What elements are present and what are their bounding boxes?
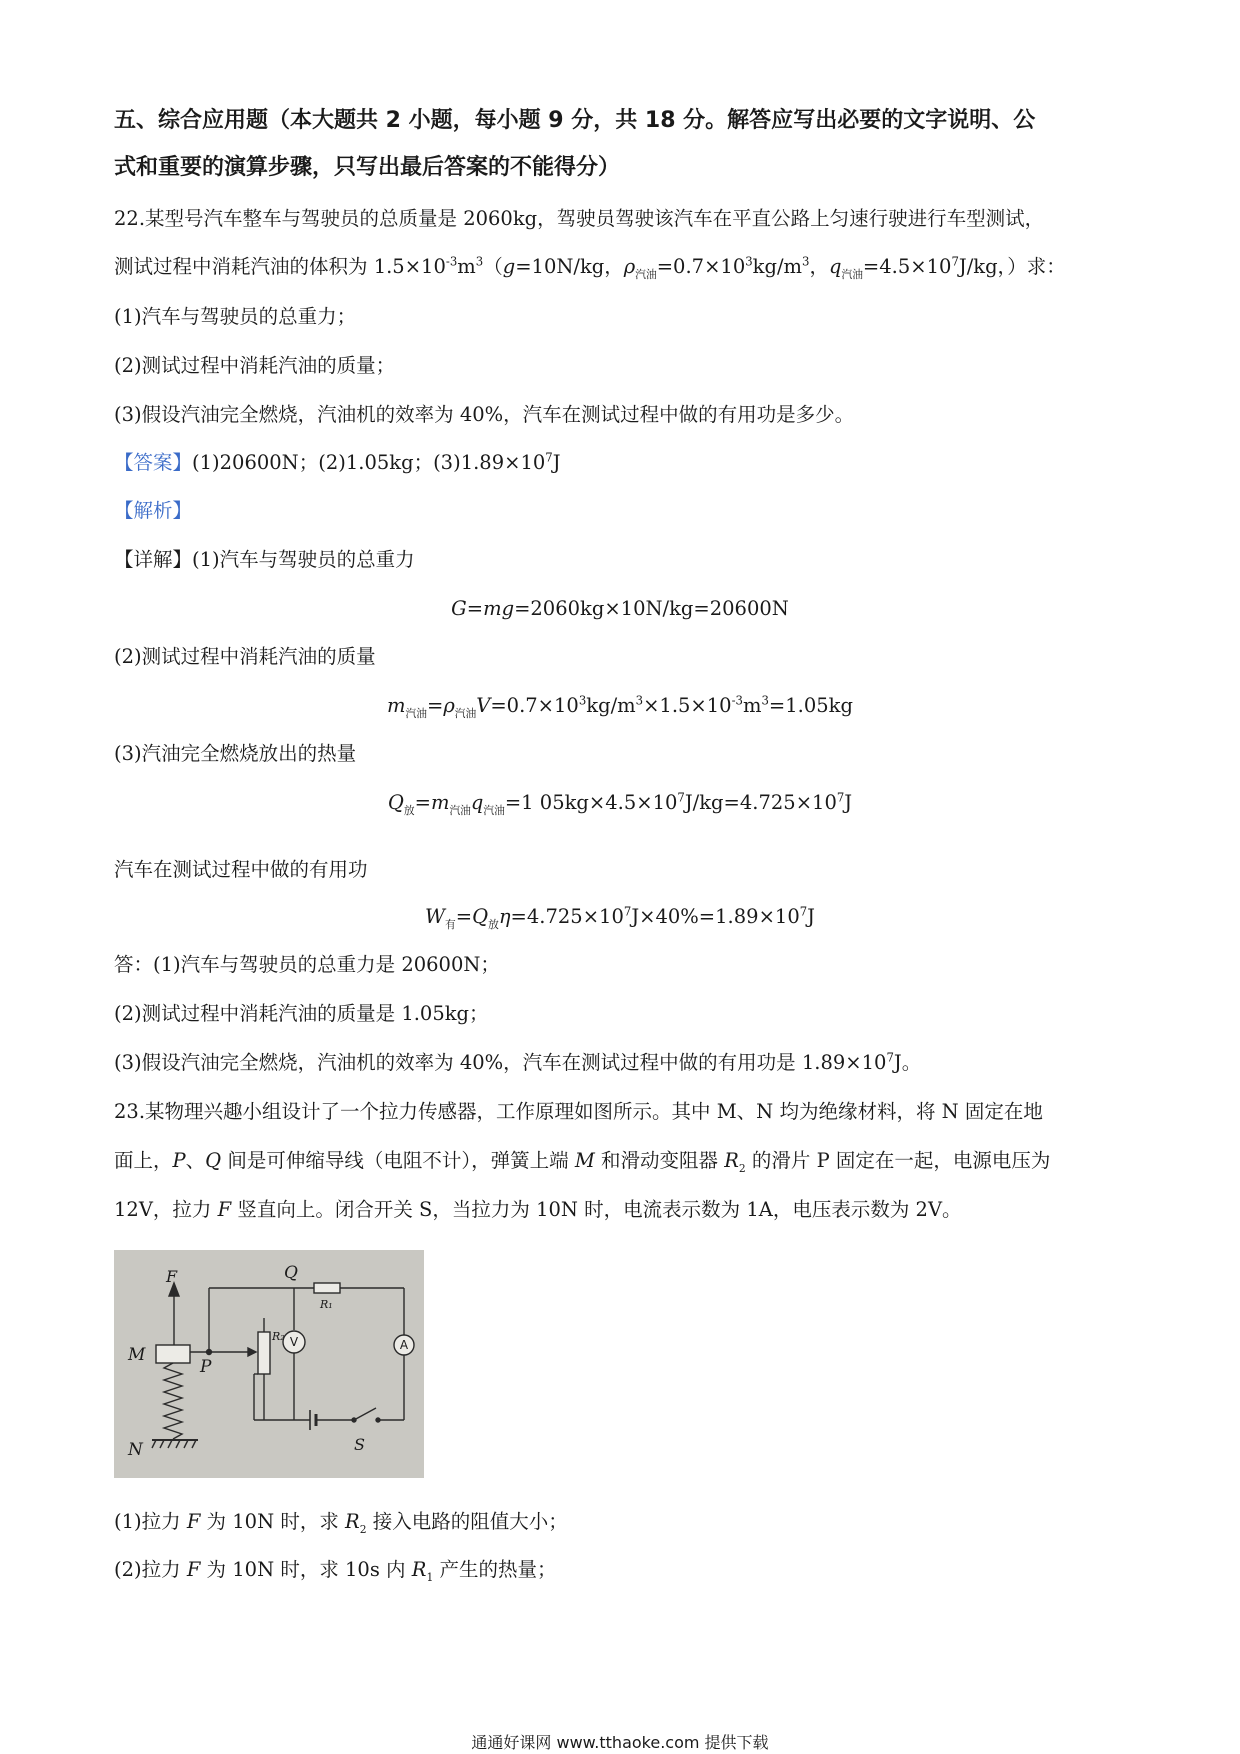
q22-conclusion-1: 答：(1)汽车与驾驶员的总重力是 20600N；	[114, 953, 500, 976]
q22-detail-3: (3)汽油完全燃烧放出的热量	[114, 742, 357, 765]
spring	[164, 1363, 182, 1439]
q22-detail-1: 【详解】(1)汽车与驾驶员的总重力	[114, 548, 415, 571]
block-m	[156, 1345, 190, 1363]
q22-detail-4: 汽车在测试过程中做的有用功	[114, 858, 368, 881]
label-r2: R₂	[272, 1330, 285, 1343]
circuit-svg	[114, 1250, 424, 1478]
q23-stem-line3: 12V，拉力 F 竖直向上。闭合开关 S，当拉力为 10N 时，电流表示数为 1A，电压表示数为 2V。	[114, 1198, 962, 1221]
q22-subquestion-2: (2)测试过程中消耗汽油的质量；	[114, 354, 396, 377]
label-s: S	[354, 1435, 365, 1454]
answer-tag: 【答案】	[114, 451, 193, 474]
page-footer: 通通好课网 www.tthaoke.com 提供下载	[471, 1733, 769, 1752]
q22-equation-2: $m_{汽油}=\rho_{汽油}V=0.7\times 10^3kg/m^3\times 1.5\times 10^{-3}m^3=1.05kg$	[387, 693, 853, 720]
rheostat-r2	[258, 1332, 270, 1374]
q22-equation-3: $Q_放=m_{汽油}q_{汽油}=1$ $05kg\times 4.5\times 10^7J/kg=4.725\times 10^7J$	[387, 790, 853, 817]
q22-conclusion-3: (3)假设汽油完全燃烧，汽油机的效率为 40%，汽车在测试过程中做的有用功是 $1.89\times 10^7J$。	[114, 1050, 922, 1074]
q22-conclusion-2: (2)测试过程中消耗汽油的质量是 1.05kg；	[114, 1002, 489, 1025]
label-q: Q	[284, 1263, 298, 1283]
label-a: A	[399, 1338, 409, 1352]
q23-subquestion-1: (1)拉力 F 为 10N 时，求 $R_2$ 接入电路的阻值大小；	[114, 1510, 568, 1536]
circuit-diagram	[114, 1250, 424, 1478]
q22-detail-2: (2)测试过程中消耗汽油的质量	[114, 645, 376, 668]
analysis-tag: 【解析】	[114, 499, 193, 522]
q23-stem-line2: 面上，P、Q 间是可伸缩导线（电阻不计），弹簧上端 M 和滑动变阻器 $R_2$ 的滑片 P 固定在一起，电源电压为	[114, 1149, 1051, 1175]
q23-stem-line1: 23.某物理兴趣小组设计了一个拉力传感器，工作原理如图所示。其中 M、N 均为绝缘材料，将 N 固定在地	[114, 1100, 1043, 1123]
label-p: P	[200, 1357, 212, 1377]
q22-subquestion-1: (1)汽车与驾驶员的总重力；	[114, 305, 357, 328]
section-heading-line2: 式和重要的演算步骤，只写出最后答案的不能得分）	[114, 155, 621, 180]
q22-answer: 【答案】(1)20600N；(2)1.05kg；$(3)1.89\times 10^7J$	[114, 450, 561, 474]
q22-stem-line1: 22.某型号汽车整车与驾驶员的总质量是 2060kg，驾驶员驾驶该汽车在平直公路上匀速行驶进行车型测试，	[114, 207, 1045, 230]
label-r1: R₁	[320, 1298, 333, 1311]
resistor-r1	[314, 1283, 340, 1293]
detail-tag: 【详解】	[114, 548, 193, 571]
q22-equation-4: $W_有=Q_放\eta=4.725\times 10^7J\times 40\%=1.89\times 10^7J$	[425, 904, 815, 931]
q23-subquestion-2: (2)拉力 F 为 10N 时，求 10s 内 $R_1$ 产生的热量；	[114, 1558, 557, 1584]
switch-s	[354, 1408, 376, 1420]
label-m: M	[128, 1345, 146, 1365]
q22-stem-line2: 测试过程中消耗汽油的体积为 $1.5\times 10^{-3}m^3(g=10N/kg$，$\rho_{汽油}=0.7\times 10^3kg/m^3$，$q_{汽油}=4.5\times 10^7J/kg$，）求：	[114, 254, 1066, 281]
label-v: V	[289, 1335, 299, 1349]
label-f: F	[166, 1267, 178, 1286]
label-n: N	[128, 1440, 143, 1460]
section-heading-line1: 五、综合应用题（本大题共 2 小题，每小题 9 分，共 18 分。解答应写出必要的文字说明、公	[114, 108, 1036, 133]
q22-subquestion-3: (3)假设汽油完全燃烧，汽油机的效率为 40%，汽车在测试过程中做的有用功是多少。	[114, 403, 855, 426]
q22-equation-1: G=mg=2060kg×10N/kg=20600N	[451, 597, 789, 620]
